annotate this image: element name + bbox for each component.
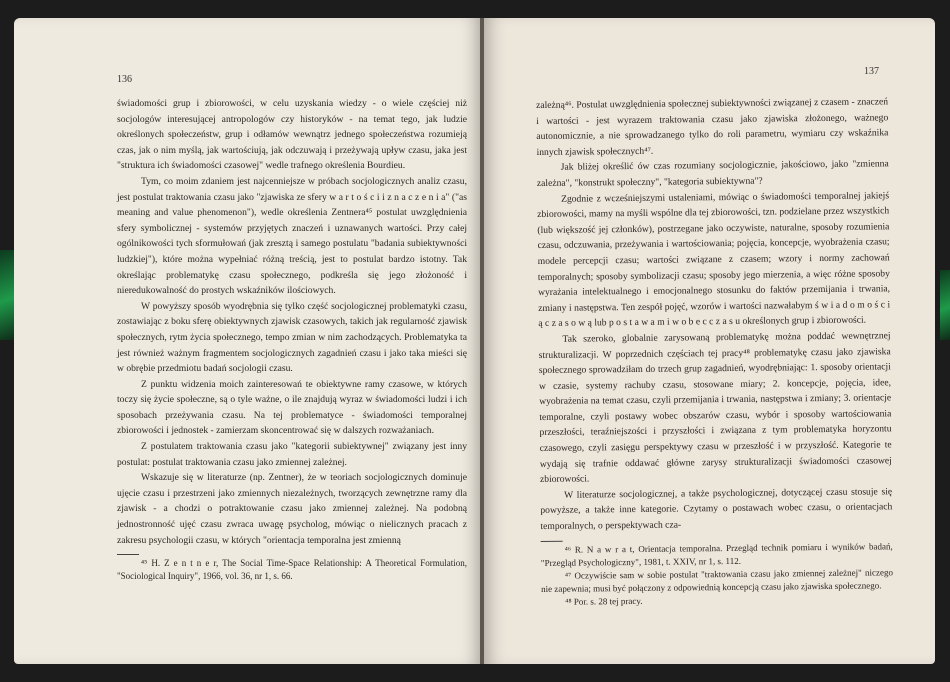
footnote: ⁴⁵ H. Z e n t n e r, The Social Time-Space Relationship: A Theoretical Formulation, "Sociological Inquiry", 1966, vol. 36, nr 1, s. 66.	[117, 558, 467, 582]
page-number-left: 136	[117, 74, 132, 85]
paragraph: Z postulatem traktowania czasu jako "kategorii subiektywnej" związany jest inny postulat: postulat traktowania czasu jako zmiennej zależnej.	[117, 441, 467, 468]
open-book	[14, 18, 935, 664]
footnote-rule	[541, 540, 563, 541]
right-page	[484, 18, 935, 664]
footnote: ⁴⁶ R. N a w r a t, Orientacja temporalna. Przegląd technik pomiaru i wyników badań, "Przegląd Psychologiczny", 1981, t. XXIV, nr 1, s. 112.	[540, 540, 893, 568]
right-page-text	[536, 94, 893, 608]
paragraph: świadomości grup i zbiorowości, w celu uzyskania wiedzy - o wiele częściej niż socjologów interesującej antropologów czy historyków - na temat tego, jak ludzie określonych społeczeństw, grup i odłamów wewnątrz jednego społeczeństwa rozumieją czas, jak o nim myślą, jak wartościują, jak odczuwają i przeżywają upływ czasu, jaka jest "struktura ich świadomości czasowej" wedle trafnego określenia Bourdieu.	[117, 98, 467, 172]
footnote: ⁴⁸ Por. s. 28 tej pracy.	[565, 595, 643, 607]
paragraph: Zgodnie z wcześniejszymi ustaleniami, mówiąc o świadomości temporalnej jakiejś zbiorowości, mamy na myśli wspólne dla tej zbiorowości, tzn. podzielane przez wszystkich (lub większość jej członków), postrzegane jako oczywiste, naturalne, sposoby rozumienia czasu, odczuwania, przeżywania i wartościowania; pojęcia, koncepcje, wyobrażenia czasu; modele percepcji czasu; wartości związane z czasem; wzory i normy zachowań temporalnych; sposoby symbolizacji czasu; sposoby jego mierzenia, a więc różne sposoby wyrażania intelektualnego i emocjonalnego stosunku do faktów przemijania i trwania, zmiany i następstwa. Ten zespół pojęć, wzorów i wartości nazwałabym ś w i a d o m o ś c i ą c z a s o w ą lub p o s t a w a m i w o b e c c z a s u określonych grup i zbiorowości.	[537, 189, 891, 330]
paragraph: zależną⁴⁶. Postulat uwzględnienia społecznej subiektywności związanej z czasem - znaczeń i wartości - jest wyrazem traktowania czasu jako zjawiska złożonego, ważnego autonomicznie, a nie sprowadzanego tylko do roli parametru, wymiaru czy wskaźnika innych zjawisk społecznych⁴⁷.	[536, 96, 889, 158]
footnote-rule	[117, 554, 139, 555]
right-edge-strip	[940, 270, 950, 340]
paragraph: Tak szeroko, globalnie zarysowaną problematykę można poddać wewnętrznej strukturalizacji. W poprzednich częściach tej pracy⁴⁸ problematykę czasu jako zjawiska społecznego sprowadziłam do trzech grup zagadnień, wyodrębniając: 1. sposoby orientacji w czasie, systemy rachuby czasu, stosowane miary; 2. koncepcje, pojęcia, idee, wyobrażenia na temat czasu, czyli przemijania i trwania, następstwa i zmiany; 3. orientacje temporalne, czyli postawy wobec obszarów czasu, wybór i sposoby wartościowania przeszłości, teraźniejszości i przyszłości i związana z tym problematyka horyzontu czasowego, czyli zasięgu perspektywy czasu w przeszłość i w przyszłość. Kategorie te wydają się trafnie oddawać główne zarysy strukturalizacji świadomości czasowej zbiorowości.	[538, 330, 892, 486]
footnote: ⁴⁷ Oczywiście sam w sobie postulat "traktowania czasu jako zmiennej zależnej" niczego nie zapewnia; musi być połączony z odpowiednią koncepcją czasu jako zjawiska społecznego.	[541, 566, 894, 594]
paragraph: Jak bliżej określić ów czas rozumiany socjologicznie, jakościowo, jako "zmienna zależna", "konstrukt społeczny", "kategoria subiektywna"?	[536, 158, 889, 189]
paragraph: W powyższy sposób wyodrębnia się tylko część socjologicznej problematyki czasu, zostawiając z boku sferę obiektywnych zjawisk czasowych, takich jak regularność zjawisk społecznych, rytm życia społecznego, tempo zmian w nim zachodzących. Problematyka ta jest również ważnym fragmentem socjologicznych zagadnień czasu i jako taka mieści się w obrębie przedmiotu badań socjologii czasu.	[117, 300, 467, 375]
paragraph: W literaturze socjologicznej, a także psychologicznej, dotyczącej czasu stosuje się powyższe, a także inne kategorie. Czytamy o postawach wobec czasu, o orientacjach temporalnych, o perspektywach cza-	[540, 486, 893, 533]
left-page-text	[117, 96, 467, 583]
paragraph: Tym, co moim zdaniem jest najcenniejsze w próbach socjologicznych analiz czasu, jest postulat traktowania czasu jako "zjawiska ze sfery w a r t o ś c i i z n a c z e n i a" ("as meaning and value phenomenon"), wedle określenia Zentnera⁴⁵ postulat uwzględnienia sfery symbolicznej - systemów przyjętych znaczeń i uznawanych wartości. Przy całej ogólnikowości tych sformułowań (jak zresztą i samego postulatu "badania subiektywności ludzkiej"), które można wypełniać różną treścią, jest to postulat bardzo istotny. Tak określając problematykę czasu społecznego, podkreśla się jego złożoność i nieredukowalność do prostych wskaźników ilościowych.	[117, 175, 467, 297]
left-page	[14, 18, 482, 664]
paragraph: Wskazuje się w literaturze (np. Zentner), że w teoriach socjologicznych dominuje ujęcie czasu i przestrzeni jako zmiennych niezależnych, tworzących zewnętrzne ramy dla zjawisk - a chodzi o potraktowanie czasu jako zmiennej zależnej. Na podobną jednostronność ujęć czasu zwraca uwagę psycholog, mówiąc o nielicznych pracach z zakresu psychologii czasu, w których "orientacja temporalna jest zmienną	[117, 472, 467, 546]
paragraph: Z punktu widzenia moich zainteresowań te obiektywne ramy czasowe, w których toczy się życie społeczne, są o tyle ważne, o ile znajdują wyraz w świadomości ludzi i ich sposobach przeżywania czasu. Na tej problematyce - świadomości temporalnej zbiorowości i jednostek - zamierzam skoncentrować się w dalszych rozważaniach.	[117, 378, 467, 437]
page-number-right: 137	[864, 66, 879, 77]
